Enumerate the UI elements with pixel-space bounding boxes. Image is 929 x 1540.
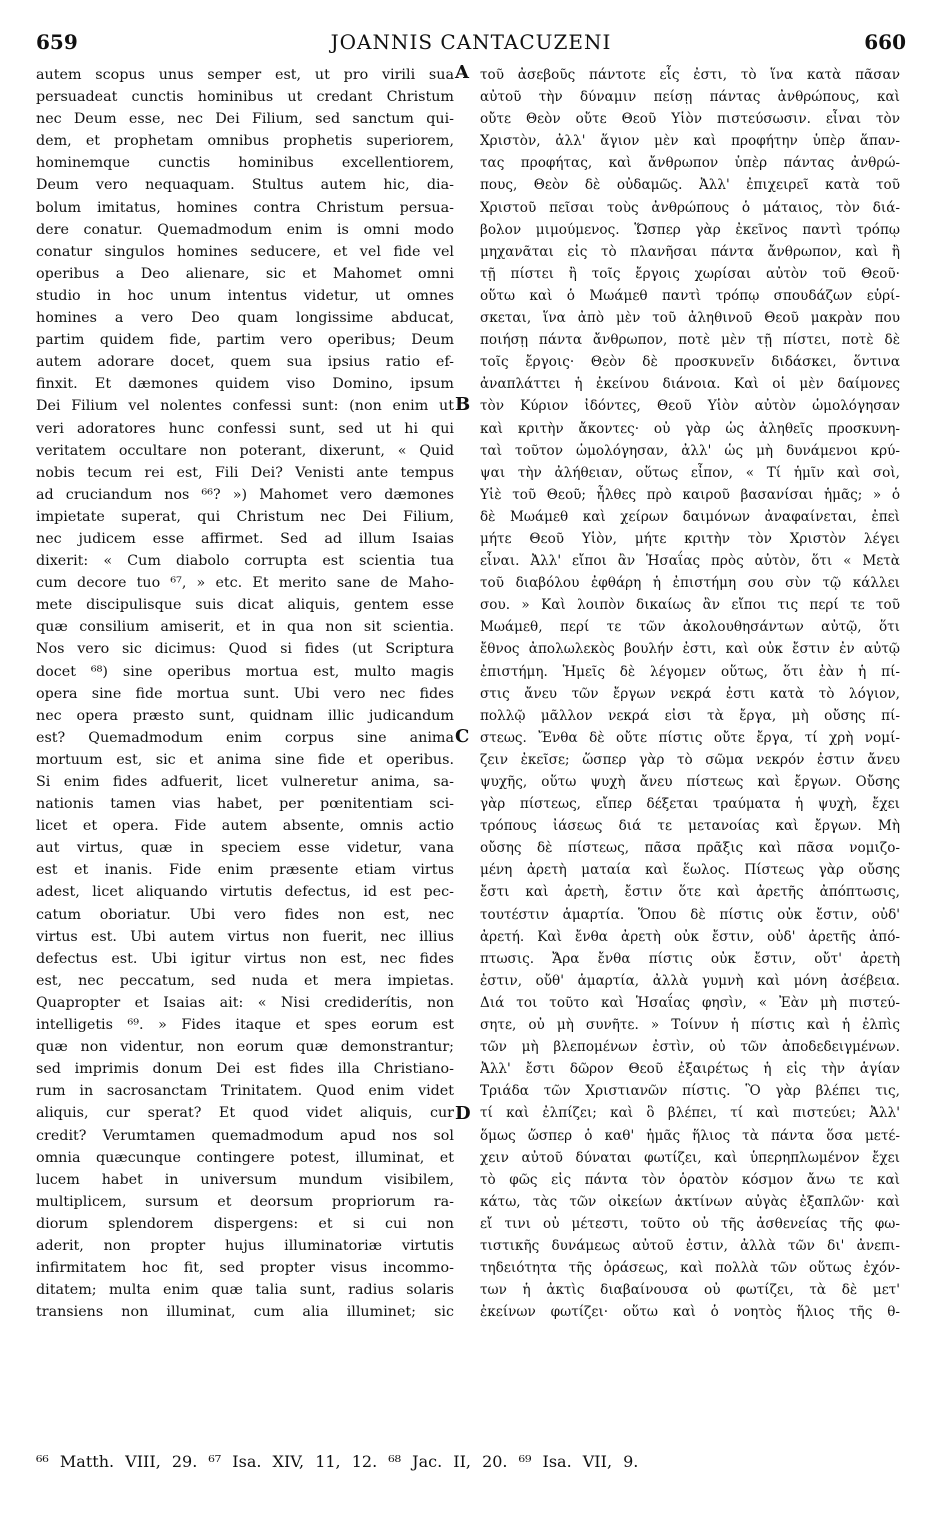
text-line: ἐστιν, οὔθ' ἁμαρτία, ἀλλὰ γυμνὴ καὶ μόνη ἀσέβεια.: [480, 972, 900, 989]
text-line: nec judicem esse affirmet. Sed ad illum Isaias: [36, 530, 454, 547]
text-line: nec opera præsto sunt, quidnam illic judicandum: [36, 707, 454, 724]
text-line: intelligetis ⁶⁹. » Fides itaque et spes eorum est: [36, 1017, 454, 1034]
text-line: quæ non videntur, non eorum quæ demonstrantur;: [36, 1039, 454, 1056]
text-line: ἔθνος ἀπολωλεκὸς βουλήν ἐστι, καὶ οὐκ ἔστιν ἐν αὐτῷ: [480, 641, 900, 658]
text-line: ἀρετή. Καὶ ἔνθα ἀρετὴ οὐκ ἔστιν, οὐδ' ἀρετῆς ἀπό-: [480, 928, 900, 945]
text-line: autem adorare docet, quem sua ipsius ratio ef-: [36, 354, 454, 371]
text-line: docet ⁶⁸) sine operibus mortua est, multo magis: [36, 663, 454, 680]
text-line: impietate superat, qui Christum nec Dei Filium,: [36, 508, 454, 525]
text-line: τας προφήτας, καὶ ἄνθρωπον ὑπὲρ πάντας ἀνθρώ-: [480, 155, 900, 172]
latin-column: [36, 64, 454, 1323]
text-line: mortuum est, sic et anima sine fide et operibus.: [36, 751, 454, 768]
text-line: καὶ κριτὴν ἄκοντες· οὐ γὰρ ὡς ἀληθεῖς προσκυνη-: [480, 420, 900, 437]
text-line: nobis tecum rei est, Fili Dei? Venisti ante tempus: [36, 464, 454, 481]
text-line: Ἀλλ' ἔστι δῶρον Θεοῦ ἐξαιρέτως ἡ εἰς τὴν ἁγίαν: [480, 1061, 900, 1078]
text-line: mete discipulisque suis dicat aliquis, gentem esse: [36, 597, 454, 614]
text-line: τοῦ ἀσεβοῦς πάντοτε εἷς ἐστι, τὸ ἵνα κατὰ πᾶσαν: [480, 67, 900, 83]
text-line: aut virtus, quæ in speciem esse videtur, vana: [36, 840, 454, 857]
text-line: Διά τοι τοῦτο καὶ Ἡσαΐας φησὶν, « Ἐὰν μὴ πιστεύ-: [480, 994, 900, 1011]
text-line: ζειν ἐκεῖσε; ὥσπερ γὰρ τὸ σῶμα νεκρόν ἐστιν ἄνευ: [480, 751, 900, 768]
text-line: ψυχῆς, οὕτω ψυχὴ ἄνευ πίστεως καὶ ἔργων. Οὔσης: [480, 774, 900, 790]
text-line: transiens non illuminat, cum alia illuminet; sic: [36, 1304, 454, 1321]
text-line: εἶναι. Ἀλλ' εἴποι ἂν Ἡσαΐας πρὸς αὐτὸν, ὅτι « Μετὰ: [480, 553, 900, 570]
text-line: Deum vero nequaquam. Stultus autem hic, dia-: [36, 177, 454, 194]
text-line: τηδειότητα τῆς ὁράσεως, καὶ πολλὰ τῶν οὕτως ἐχόν-: [480, 1260, 900, 1277]
text-line: μήτε Θεοῦ Υἱὸν, μήτε κριτὴν τὸν Χριστὸν λέγει: [480, 530, 900, 547]
text-line: conatur singulos homines seducere, et vel fide vel: [36, 243, 454, 260]
text-line: bolum imitatus, homines contra Christum persua-: [36, 199, 454, 216]
text-line: licet et opera. Fide autem absente, omnis actio: [36, 818, 454, 835]
text-line: lucem habet in universum mundum visibilem,: [36, 1171, 454, 1188]
text-line: οὕτω καὶ ὁ Μωάμεθ παντὶ τρόπῳ σπουδάζων εὑρί-: [480, 287, 900, 304]
text-line: catum oboriatur. Ubi vero fides non est, nec: [36, 906, 454, 923]
text-line: ὅμως ὥσπερ ὁ καθ' ἡμᾶς ἥλιος τὰ πάντα ὅσα μετέ-: [480, 1127, 900, 1144]
text-line: Υἱὲ τοῦ Θεοῦ; ἦλθες πρὸ καιροῦ βασανίσαι ἡμᾶς; » ὁ: [480, 486, 900, 503]
text-line: τιστικῆς δυνάμεως αὐτοῦ ἐστιν, ἀλλὰ τῶν δι' ἀνεπι-: [480, 1237, 900, 1254]
text-line: σου. » Καὶ λοιπὸν δικαίως ἂν εἴποι τις περί τε τοῦ: [480, 597, 900, 614]
section-marker-a: A: [455, 62, 469, 83]
text-line: τρόπους ἰάσεως διά τε μετανοίας καὶ ἔργων. Μὴ: [480, 818, 900, 835]
text-line: cum decore tuo ⁶⁷, » etc. Et merito sane de Maho-: [36, 575, 454, 592]
page-number-left: 659: [36, 30, 78, 54]
text-line: τοῖς ἔργοις· Θεὸν δὲ προσκυνεῖν διδάσκει, ὅντινα: [480, 354, 900, 371]
text-line: οὔσης δὲ πίστεως, πᾶσα πρᾶξις καὶ πᾶσα νομιζο-: [480, 840, 900, 857]
text-line: τί καὶ ἐλπίζει; καὶ ὃ βλέπει, τί καὶ πιστεύει; Ἀλλ': [480, 1105, 900, 1122]
text-line: ἐπιστήμη. Ἡμεῖς δὲ λέγομεν οὕτως, ὅτι ἐὰν ἡ πί-: [480, 663, 900, 680]
text-line: aderit, non propter hujus illuminatoriæ virtutis: [36, 1237, 454, 1254]
text-line: Si enim fides adfuerit, licet vulneretur anima, sa-: [36, 774, 454, 790]
text-line: est, nec peccatum, sed nuda et mera impietas.: [36, 972, 454, 989]
text-line: diorum splendorem dispergens: et si cui non: [36, 1215, 454, 1232]
text-line: partim quidem fide, partim vero operibus; Deum: [36, 332, 454, 349]
text-line: rum in sacrosanctam Trinitatem. Quod enim videt: [36, 1083, 454, 1100]
section-marker-b: B: [455, 394, 471, 415]
text-line: ψαι τὴν ἀλήθειαν, οὕτως εἶπον, « Τί ἡμῖν καὶ σοὶ,: [480, 464, 900, 481]
text-line: τουτέστιν ἁμαρτία. Ὅπου δὲ πίστις οὐκ ἔστιν, οὐδ': [480, 906, 900, 923]
text-line: studio in hoc unum intentus videtur, ut omnes: [36, 287, 454, 304]
text-line: Χριστοῦ πεῖσαι τοὺς ἀνθρώπους ὁ μάταιος, τὸν διά-: [480, 199, 900, 216]
text-line: sed imprimis donum Dei est fides illa Christiano-: [36, 1061, 454, 1078]
text-line: σκεται, ἵνα ἀπὸ μὲν τοῦ ἀληθινοῦ Θεοῦ μακρὰν που: [480, 310, 900, 327]
text-line: των ἡ ἀκτὶς διαβαίνουσα οὐ φωτίζει, τὰ δὲ μετ': [480, 1282, 900, 1299]
text-line: μηχανᾶται εἰς τὸ πλανῆσαι πάντα ἄνθρωπον, καὶ ἢ: [480, 243, 900, 260]
text-line: dixerit: « Cum diabolo corrupta est scientia tua: [36, 553, 454, 570]
text-line: ταὶ τοῦτον ὡμολόγησαν, ἀλλ' ὡς μὴ δυνάμενοι κρύ-: [480, 442, 900, 459]
text-line: κάτω, τὰς τῶν οἰκείων ἀκτίνων αὐγὰς ἐξαπλῶν· καὶ: [480, 1193, 900, 1210]
text-line: autem scopus unus semper est, ut pro virili sua: [36, 67, 454, 83]
text-line: veri adoratores hunc confessi sunt, sed ut hi qui: [36, 420, 454, 437]
text-line: hominemque cunctis hominibus excellentiorem,: [36, 155, 454, 172]
text-line: πους, Θεὸν δὲ οὐδαμῶς. Ἀλλ' ἐπιχειρεῖ κατὰ τοῦ: [480, 177, 900, 194]
text-line: ἀναπλάττει ἡ ἐκείνου διάνοια. Καὶ οἱ μὲν δαίμονες: [480, 376, 900, 393]
text-line: ἐκείνων φωτίζει· οὕτω καὶ ὁ νοητὸς ἥλιος τῆς θ-: [480, 1304, 900, 1321]
text-line: credit? Verumtamen quemadmodum apud nos sol: [36, 1127, 454, 1144]
text-line: Χριστὸν, ἀλλ' ἅγιον μὲν καὶ προφήτην ὑπὲρ ἅπαν-: [480, 133, 900, 150]
text-line: ad cruciandum nos ⁶⁶? ») Mahomet vero dæmones: [36, 486, 454, 503]
text-line: τὸ φῶς εἰς πάντα τὸν ὁρατὸν κόσμον ἄνω τε καὶ: [480, 1171, 900, 1188]
section-marker-d: D: [455, 1103, 471, 1124]
text-line: δὲ Μωάμεθ καὶ χείρων δαιμόνων ἀναφαίνεται, ἐπεὶ: [480, 508, 900, 525]
text-line: nationis tamen vias habet, per pœnitentiam sci-: [36, 796, 454, 813]
text-line: Τριάδα τῶν Χριστιανῶν πίστις. Ὃ γὰρ βλέπει τις,: [480, 1083, 900, 1100]
text-line: adest, licet aliquando virtutis defectus, id est pec-: [36, 884, 454, 901]
text-line: Μωάμεθ, περί τε τῶν ἀκολουθησάντων αὐτῷ, ὅτι: [480, 619, 900, 636]
text-line: πτωσις. Ἄρα ἔνθα πίστις οὐκ ἔστιν, οὔτ' ἀρετὴ: [480, 950, 900, 967]
text-line: γὰρ πίστεως, εἴπερ δέξεται τραύματα ἡ ψυχὴ, ἔχει: [480, 796, 900, 813]
text-line: quæ consilium amiserit, et in qua non sit scientia.: [36, 619, 454, 636]
section-marker-c: C: [455, 726, 470, 747]
text-line: ἔστι καὶ ἀρετὴ, ἔστιν ὅτε καὶ ἀρετῆς ἀπόπτωσις,: [480, 884, 900, 901]
page-number-right: 660: [864, 30, 906, 54]
text-line: Quapropter et Isaias ait: « Nisi crediderítis, non: [36, 994, 454, 1011]
text-line: Dei Filium vel nolentes confessi sunt: (non enim ut: [36, 398, 454, 415]
text-line: βολον μιμούμενος. Ὥσπερ γὰρ ἐκεῖνος παντὶ τρόπῳ: [480, 221, 900, 238]
text-line: veritatem occultare non poterant, dixerunt, « Quid: [36, 442, 454, 459]
text-line: χειν αὐτοῦ δύναται φωτίζει, καὶ ὑπερηπλωμένον ἔχει: [480, 1149, 900, 1166]
text-line: τῇ πίστει ἢ τοῖς ἔργοις χωρίσαι αὐτὸν τοῦ Θεοῦ·: [480, 265, 900, 282]
text-line: operibus a Deo alienare, sic et Mahomet omni: [36, 265, 454, 282]
running-title: JOANNIS CANTACUZENI: [330, 30, 612, 54]
text-line: finxit. Et dæmones quidem viso Domino, ipsum: [36, 376, 454, 393]
text-line: est et inanis. Fide enim præsente etiam virtus: [36, 862, 454, 879]
text-line: Nos vero sic dicimus: Quod si fides (ut Scriptura: [36, 641, 454, 658]
text-line: σητε, οὐ μὴ συνῆτε. » Τοίνυν ἡ πίστις καὶ ἡ ἐλπὶς: [480, 1017, 900, 1034]
text-line: πολλῷ μᾶλλον νεκρά εἰσι τὰ ἔργα, μὴ οὔσης πί-: [480, 707, 900, 724]
text-line: infirmitatem hoc fit, sed propter visus incommo-: [36, 1260, 454, 1277]
text-line: εἴ τινι οὐ μέτεστι, τοῦτο οὐ τῆς ἀσθενείας τῆς φω-: [480, 1215, 900, 1232]
text-line: dere conatur. Quemadmodum enim is omni modo: [36, 221, 454, 238]
text-line: ποιήσῃ πάντα ἄνθρωπον, ποτὲ μὲν τῇ πίστει, ποτὲ δὲ: [480, 332, 900, 349]
text-line: aliquis, cur sperat? Et quod videt aliquis, cur: [36, 1105, 454, 1122]
text-line: τὸν Κύριον ἰδόντες, Θεοῦ Υἱὸν αὐτὸν ὡμολόγησαν: [480, 398, 900, 415]
page-header: [36, 30, 906, 60]
text-line: omnia quæcunque contingere potest, illuminat, et: [36, 1149, 454, 1166]
text-line: οὔτε Θεὸν οὔτε Θεοῦ Υἱὸν πιστεύσωσιν. εἶναι τὸν: [480, 111, 900, 128]
text-line: multiplicem, sursum et deorsum propriorum ra-: [36, 1193, 454, 1210]
text-line: dem, et prophetam omnibus prophetis superiorem,: [36, 133, 454, 150]
text-line: ditatem; multa enim quæ talia sunt, radius solaris: [36, 1282, 454, 1299]
text-line: μένη ἀρετὴ ματαία καὶ ἕωλος. Πίστεως γὰρ οὔσης: [480, 862, 900, 879]
text-line: αὐτοῦ τὴν δύναμιν πείσῃ πάντας ἀνθρώπους, καὶ: [480, 89, 900, 106]
text-line: virtus est. Ubi autem virtus non fuerit, nec illius: [36, 928, 454, 945]
text-line: στις ἄνευ τῶν ἔργων νεκρά ἐστι κατὰ τὸ λόγιον,: [480, 685, 900, 702]
text-line: est? Quemadmodum enim corpus sine anima: [36, 729, 454, 746]
text-line: persuadeat cunctis hominibus ut credant Christum: [36, 89, 454, 106]
text-line: στεως. Ἔνθα δὲ οὔτε πίστις οὔτε ἔργα, τί χρὴ νομί-: [480, 729, 900, 746]
text-line: τῶν μὴ βλεπομένων ἐστὶν, οὐ τῶν ἀποδεδειγμένων.: [480, 1039, 900, 1056]
text-line: defectus est. Ubi igitur virtus non est, nec fides: [36, 950, 454, 967]
text-line: homines a vero Deo quam longissime abducat,: [36, 310, 454, 327]
text-line: opera sine fide mortua sunt. Ubi vero nec fides: [36, 685, 454, 702]
text-line: τοῦ διαβόλου ἐφθάρη ἡ ἐπιστήμη σου σὺν τῷ κάλλει: [480, 575, 900, 592]
text-line: nec Deum esse, nec Dei Filium, sed sanctum qui-: [36, 111, 454, 128]
greek-column: [480, 64, 900, 1323]
footnotes: ⁶⁶ Matth. VIII, 29. ⁶⁷ Isa. XIV, 11, 12. ⁶⁸ Jac. II, 20. ⁶⁹ Isa. VII, 9.: [36, 1452, 639, 1471]
